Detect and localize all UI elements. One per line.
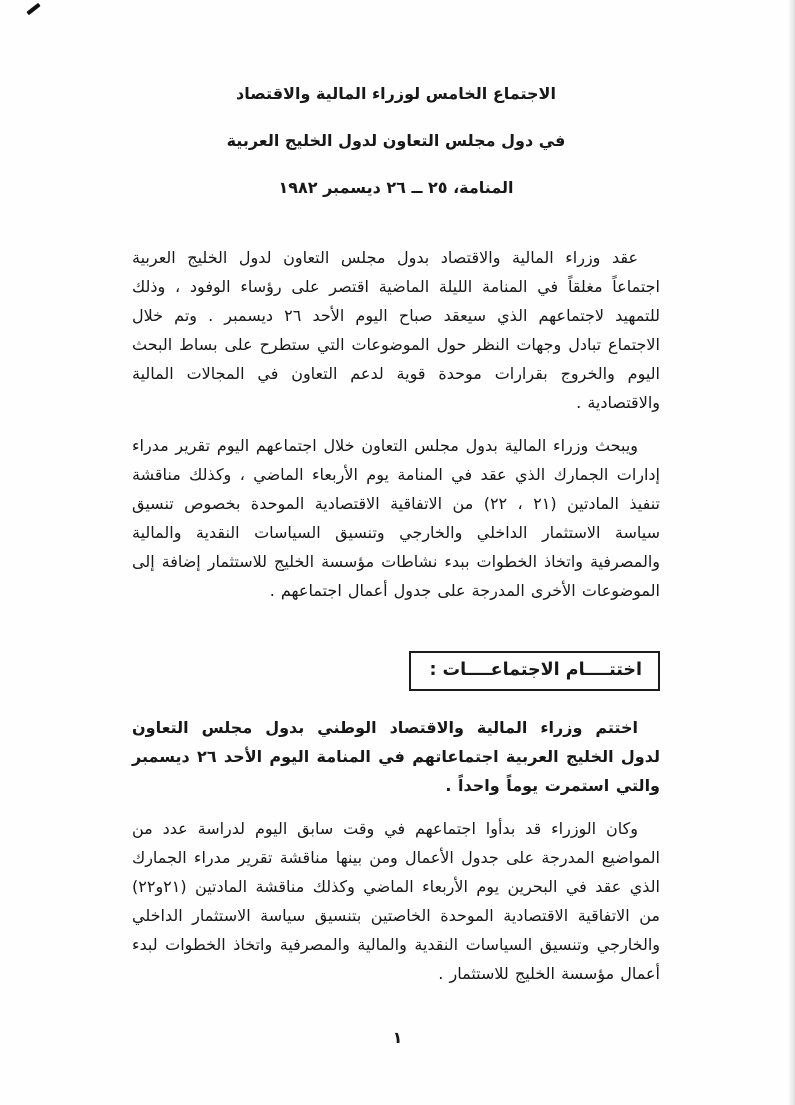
intro-paragraph-1: عقد وزراء المالية والاقتصاد بدول مجلس التعاون لدول الخليج العربية اجتماعاً مغلقاً في المنامة الليلة الماضية اقتصر على رؤساء الوفود ، وذلك للتمهيد لاجتماعهم الذي سيعقد صباح اليوم الأحد ٢٦ ديسمبر . وتم خلال الاجتماع تبادل وجهات النظر حول الموضوعات التي ستطرح على بساط البحث اليوم والخروج بقرارات موحدة قوية لدعم التعاون في المجالات المالية والاقتصادية .: [132, 248, 660, 412]
document-content: [132, 0, 660, 988]
title-line-2: في دول مجلس التعاون لدول الخليج العربية: [226, 131, 566, 150]
page-number: ١: [392, 1028, 403, 1047]
scan-edge-shadow: [788, 0, 795, 1105]
closing-paragraph-1: اختتم وزراء المالية والاقتصاد الوطني بدول مجلس التعاون لدول الخليج العربية اجتماعاتهم في المنامة اليوم الأحد ٢٦ ديسمبر والتي استمرت يوماً واحداً .: [132, 718, 660, 795]
document-title-block: [132, 70, 660, 211]
scan-artifact: [26, 3, 40, 15]
closing-section-heading-row: [132, 651, 660, 691]
closing-paragraph-2: وكان الوزراء قد بدأوا اجتماعهم في وقت سابق اليوم لدراسة عدد من المواضيع المدرجة على جدول الأعمال ومن بينها مناقشة تقرير مدراء الجمارك الذي عقد في البحرين يوم الأربعاء الماضي وكذلك مناقشة المادتين (٢١و٢٢) من الاتفاقية الاقتصادية الموحدة الخاصتين بتنسيق سياسة الاستثمار الداخلي والخارجي وتنسيق السياسات النقدية والمالية والمصرفية واتخاذ الخطوات لبدء أعمال مؤسسة الخليج للاستثمار .: [132, 819, 660, 983]
closing-section-heading-box: اختتــــام الاجتماعــــات :: [409, 651, 660, 691]
intro-paragraph-2: ويبحث وزراء المالية بدول مجلس التعاون خلال اجتماعهم اليوم تقرير مدراء إدارات الجمارك الذي عقد في المنامة يوم الأربعاء الماضي ، وكذلك مناقشة تنفيذ المادتين (٢١ ، ٢٢) من الاتفاقية الاقتصادية الموحدة بخصوص تنسيق سياسة الاستثمار الداخلي والخارجي وتنسيق السياسات النقدية والمالية والمصرفية واتخاذ الخطوات ببدء نشاطات مؤسسة الخليج للاستثمار إضافة إلى الموضوعات الأخرى المدرجة على جدول أعمال اجتماعهم .: [132, 436, 661, 600]
title-line-1: الاجتماع الخامس لوزراء المالية والاقتصاد: [236, 84, 556, 103]
title-line-3: المنامة، ٢٥ ــ ٢٦ ديسمبر ١٩٨٢: [278, 178, 514, 197]
